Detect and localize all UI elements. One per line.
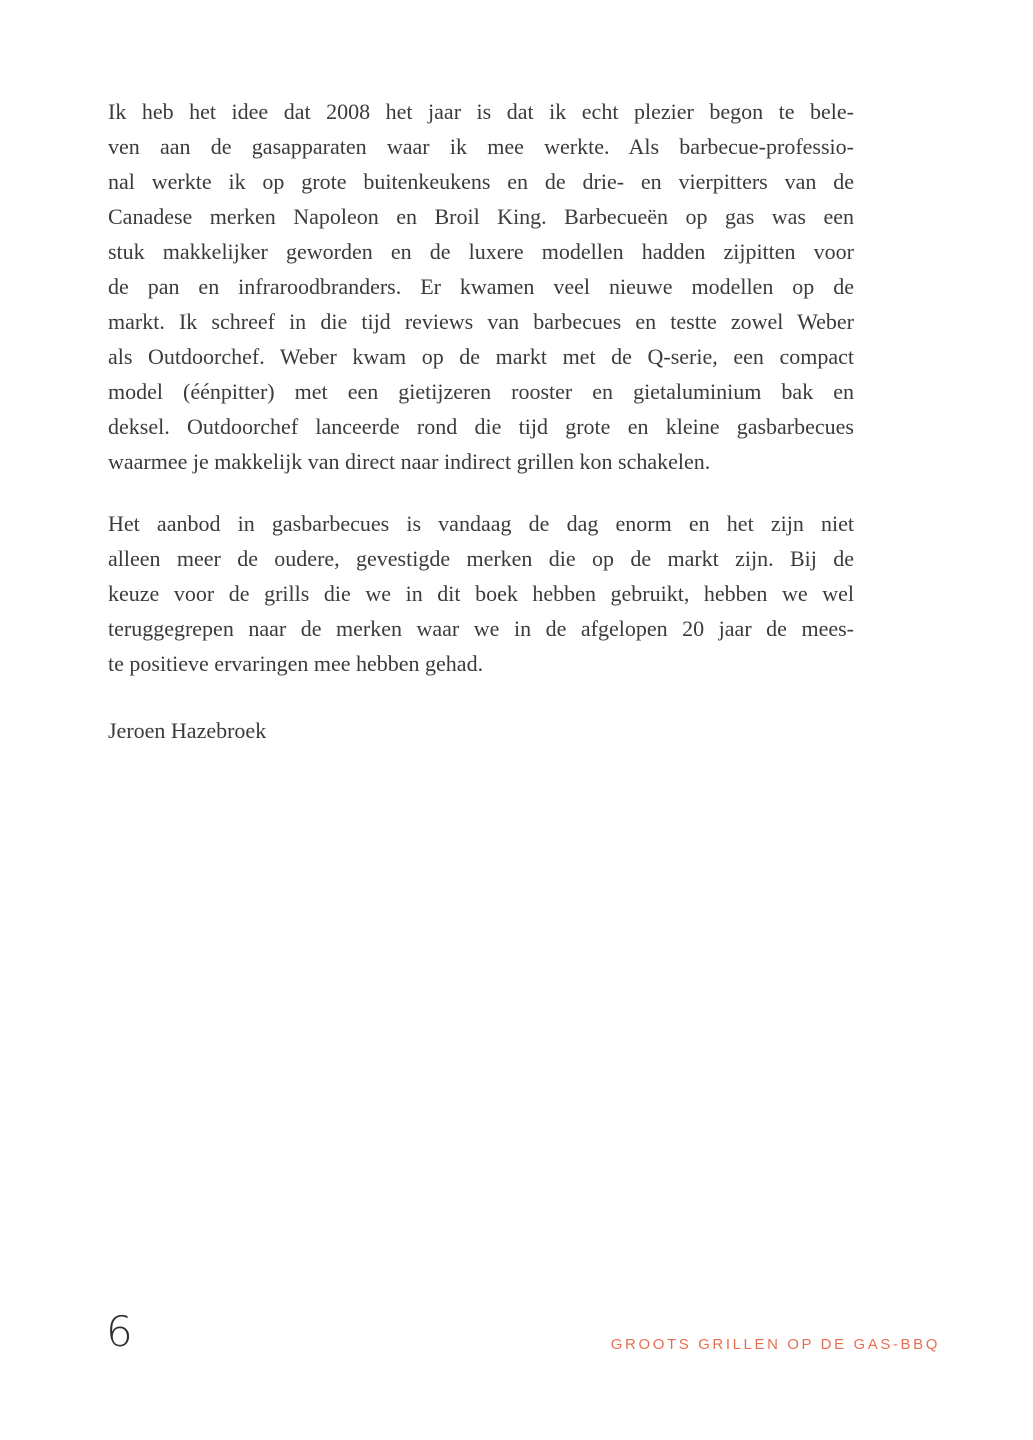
text-line: waarmee je makkelijk van direct naar indirect grillen kon schakelen. — [108, 449, 711, 474]
text-line: alleen meer de oudere, gevestigde merken die op de markt zijn. Bij de — [108, 546, 854, 571]
text-line: markt. Ik schreef in die tijd reviews van barbecues en testte zowel Weber — [108, 309, 854, 334]
running-title: GROOTS GRILLEN OP DE GAS-BBQ — [610, 1336, 940, 1353]
paragraph-1 — [108, 94, 854, 479]
text-line: stuk makkelijker geworden en de luxere modellen hadden zijpitten voor — [108, 239, 854, 264]
text-line: de pan en infraroodbranders. Er kwamen veel nieuwe modellen op de — [108, 274, 854, 299]
text-line: model (éénpitter) met een gietijzeren rooster en gietaluminium bak en — [108, 379, 854, 404]
paragraph-2 — [108, 506, 854, 681]
text-line: keuze voor de grills die we in dit boek hebben gebruikt, hebben we wel — [108, 581, 854, 606]
text-line: Canadese merken Napoleon en Broil King. Barbecueën op gas was een — [108, 204, 854, 229]
text-line: deksel. Outdoorchef lanceerde rond die tijd grote en kleine gasbarbecues — [108, 414, 854, 439]
text-line: Ik heb het idee dat 2008 het jaar is dat ik echt plezier begon te bele- — [108, 99, 854, 124]
text-line: als Outdoorchef. Weber kwam op de markt met de Q-serie, een compact — [108, 344, 854, 369]
author-signature: Jeroen Hazebroek — [108, 718, 267, 743]
text-line: ven aan de gasapparaten waar ik mee werkte. Als barbecue-professio- — [108, 134, 854, 159]
text-line: Het aanbod in gasbarbecues is vandaag de dag enorm en het zijn niet — [108, 511, 854, 536]
body-text-block — [108, 94, 854, 748]
text-line: teruggegrepen naar de merken waar we in de afgelopen 20 jaar de mees- — [108, 616, 854, 641]
text-line: te positieve ervaringen mee hebben gehad. — [108, 651, 484, 676]
page-number: 6 — [106, 1307, 133, 1356]
text-line: nal werkte ik op grote buitenkeukens en de drie- en vierpitters van de — [108, 169, 854, 194]
